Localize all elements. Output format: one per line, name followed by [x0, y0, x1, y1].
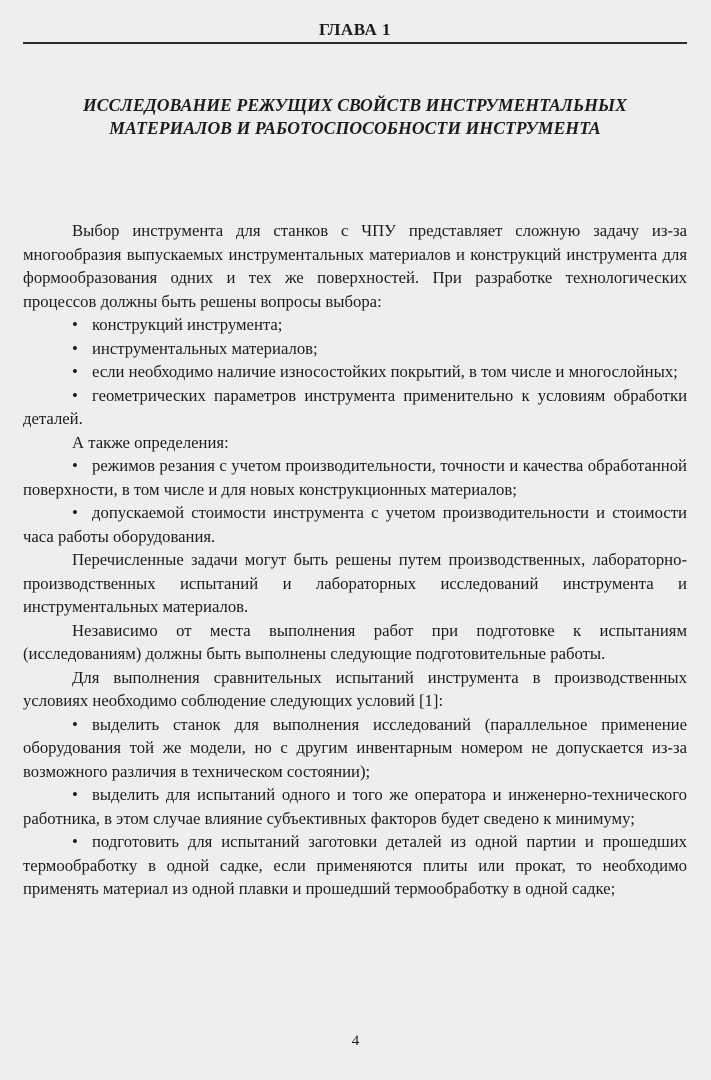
paragraph-text: подготовить для испытаний заготовки деталей из одной партии и прошедших термообработку в одной садке, если применяются плиты или прокат, то необходимо применять материал из одной плавки и прошедший термообработку в одной садке; — [23, 832, 687, 898]
bullet-item — [23, 360, 687, 384]
paragraph-text: Перечисленные задачи могут быть решены путем производственных, лабораторно-производственных испытаний и лабораторных исследований инструмента и инструментальных материалов. — [23, 550, 687, 616]
bullet-marker: • — [72, 785, 78, 804]
bullet-item — [23, 337, 687, 361]
paragraph-text: Выбор инструмента для станков с ЧПУ представляет сложную задачу из-за многообразия выпускаемых инструментальных материалов и конструкций инструмента для формообразования одних и тех же поверхностей. При разработке технологических процессов должны быть решены вопросы выбора: — [23, 221, 687, 311]
body-text — [23, 219, 687, 901]
paragraph — [23, 666, 687, 713]
bullet-marker: • — [72, 503, 78, 522]
header-rule — [23, 42, 687, 44]
bullet-item — [23, 454, 687, 501]
bullet-marker: • — [72, 456, 78, 475]
bullet-item — [23, 830, 687, 901]
bullet-marker: • — [72, 362, 78, 381]
chapter-title — [23, 94, 687, 140]
paragraph — [23, 431, 687, 455]
page-number: 4 — [351, 1033, 360, 1049]
paragraph-text: А также определения: — [72, 432, 229, 452]
bullet-item — [23, 783, 687, 830]
bullet-item — [23, 501, 687, 548]
paragraph — [23, 619, 687, 666]
paragraph-text: выделить станок для выполнения исследований (параллельное применение оборудования той же модели, но с другим инвентарным номером не допускается из-за возможного различия в техническом состоянии); — [23, 714, 687, 781]
bullet-marker: • — [72, 315, 78, 334]
paragraph-text: режимов резания с учетом производительности, точности и качества обработанной поверхности, в том числе и для новых конструкционных материалов; — [23, 456, 687, 499]
paragraph-text: выделить для испытаний одного и того же оператора и инженерно-технического работника, в этом случае влияние субъективных факторов будет сведено к минимуму; — [23, 785, 687, 828]
paragraph-text: инструментальных материалов; — [92, 338, 318, 358]
bullet-item — [23, 713, 687, 784]
running-head: ГЛАВА 1 — [319, 20, 391, 39]
bullet-marker: • — [72, 714, 78, 734]
paragraph-text: конструкций инструмента; — [92, 315, 283, 334]
paragraph — [23, 548, 687, 619]
paragraph — [23, 219, 687, 313]
bullet-item — [23, 384, 687, 431]
paragraph-text: если необходимо наличие износостойких покрытий, в том числе и многослойных; — [92, 362, 678, 381]
paragraph-text: геометрических параметров инструмента применительно к условиям обработки деталей. — [23, 385, 687, 428]
bullet-marker: • — [72, 832, 78, 851]
chapter-title-line-2: МАТЕРИАЛОВ И РАБОТОСПОСОБНОСТИ ИНСТРУМЕНТА — [109, 118, 601, 138]
bullet-marker: • — [72, 338, 78, 358]
chapter-title-line-1: ИССЛЕДОВАНИЕ РЕЖУЩИХ СВОЙСТВ ИНСТРУМЕНТАЛЬНЫХ — [83, 95, 627, 115]
bullet-marker: • — [72, 385, 78, 405]
paragraph-text: Независимо от места выполнения работ при подготовке к испытаниям (исследованиям) должны быть выполнены следующие подготовительные работы. — [23, 620, 687, 663]
paragraph-text: допускаемой стоимости инструмента с учетом производительности и стоимости часа работы оборудования. — [23, 503, 687, 546]
bullet-item — [23, 313, 687, 337]
paragraph-text: Для выполнения сравнительных испытаний инструмента в производственных условиях необходимо соблюдение следующих условий [1]: — [23, 667, 687, 710]
